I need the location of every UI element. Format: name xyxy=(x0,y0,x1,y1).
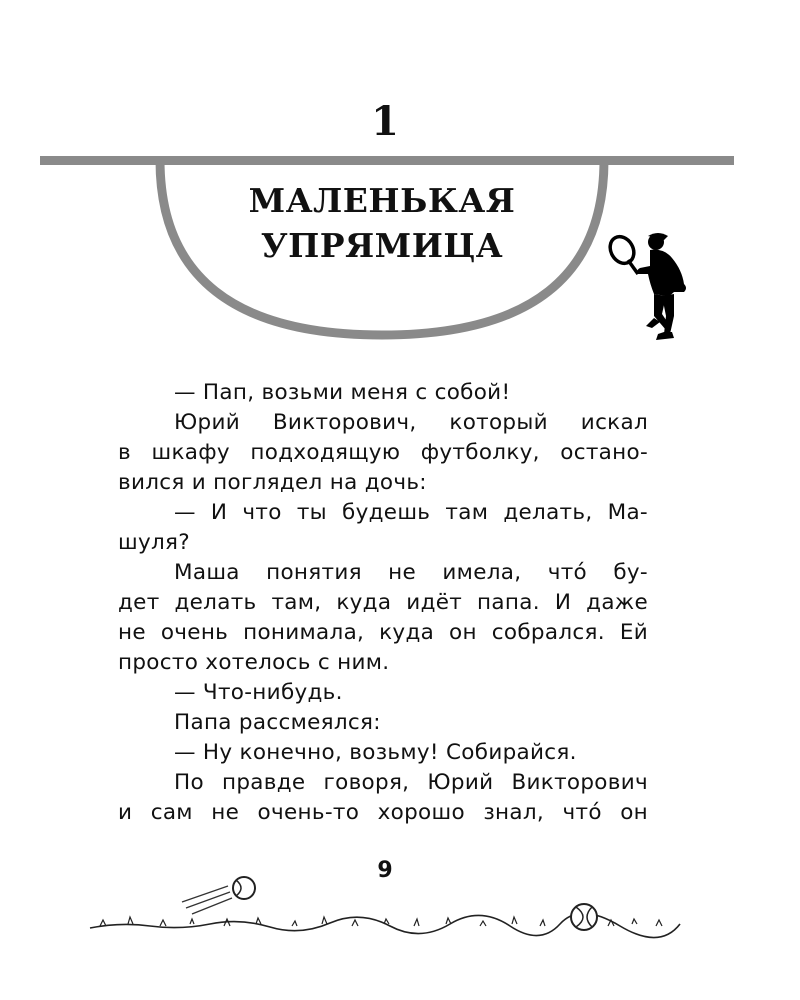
text-line: и сам не очень-то хорошо знал, чтó он xyxy=(118,800,648,825)
text-line: не очень понимала, куда он собрался. Ей xyxy=(118,620,648,645)
chapter-number: 1 xyxy=(371,98,399,145)
tennis-ball-trail xyxy=(182,886,232,914)
text-line: Маша понятия не имела, чтó бу- xyxy=(174,560,648,585)
page-number: 9 xyxy=(377,858,393,883)
text-line: — Пап, возьми меня с собой! xyxy=(174,380,511,405)
text-line: вился и поглядел на дочь: xyxy=(118,470,427,495)
text-line: просто хотелось с ним. xyxy=(118,650,390,675)
chapter-title xyxy=(200,178,564,268)
text-line: Папа рассмеялся: xyxy=(174,710,381,735)
text-line: в шкафу подходящую футболку, остано- xyxy=(118,440,648,465)
tennis-player-icon xyxy=(600,222,700,347)
text-line: — Ну конечно, возьму! Собирайся. xyxy=(174,740,577,765)
tennis-ball-icon xyxy=(233,877,255,899)
text-line: Юрий Викторович, который искал xyxy=(174,410,648,435)
tennis-ball-icon xyxy=(571,904,597,930)
chapter-title-line-2: УПРЯМИЦА xyxy=(260,226,504,265)
chapter-title-line-1: МАЛЕНЬКАЯ xyxy=(248,181,516,220)
text-line: дет делать там, куда идёт папа. И даже xyxy=(118,590,648,615)
text-line: шуля? xyxy=(118,530,190,555)
text-line: По правде говоря, Юрий Викторович xyxy=(174,770,648,795)
text-line: — Что-нибудь. xyxy=(174,680,343,705)
footer-grass-decoration xyxy=(0,860,800,940)
text-line: — И что ты будешь там делать, Ма- xyxy=(174,500,648,525)
chapter-text xyxy=(118,378,648,828)
